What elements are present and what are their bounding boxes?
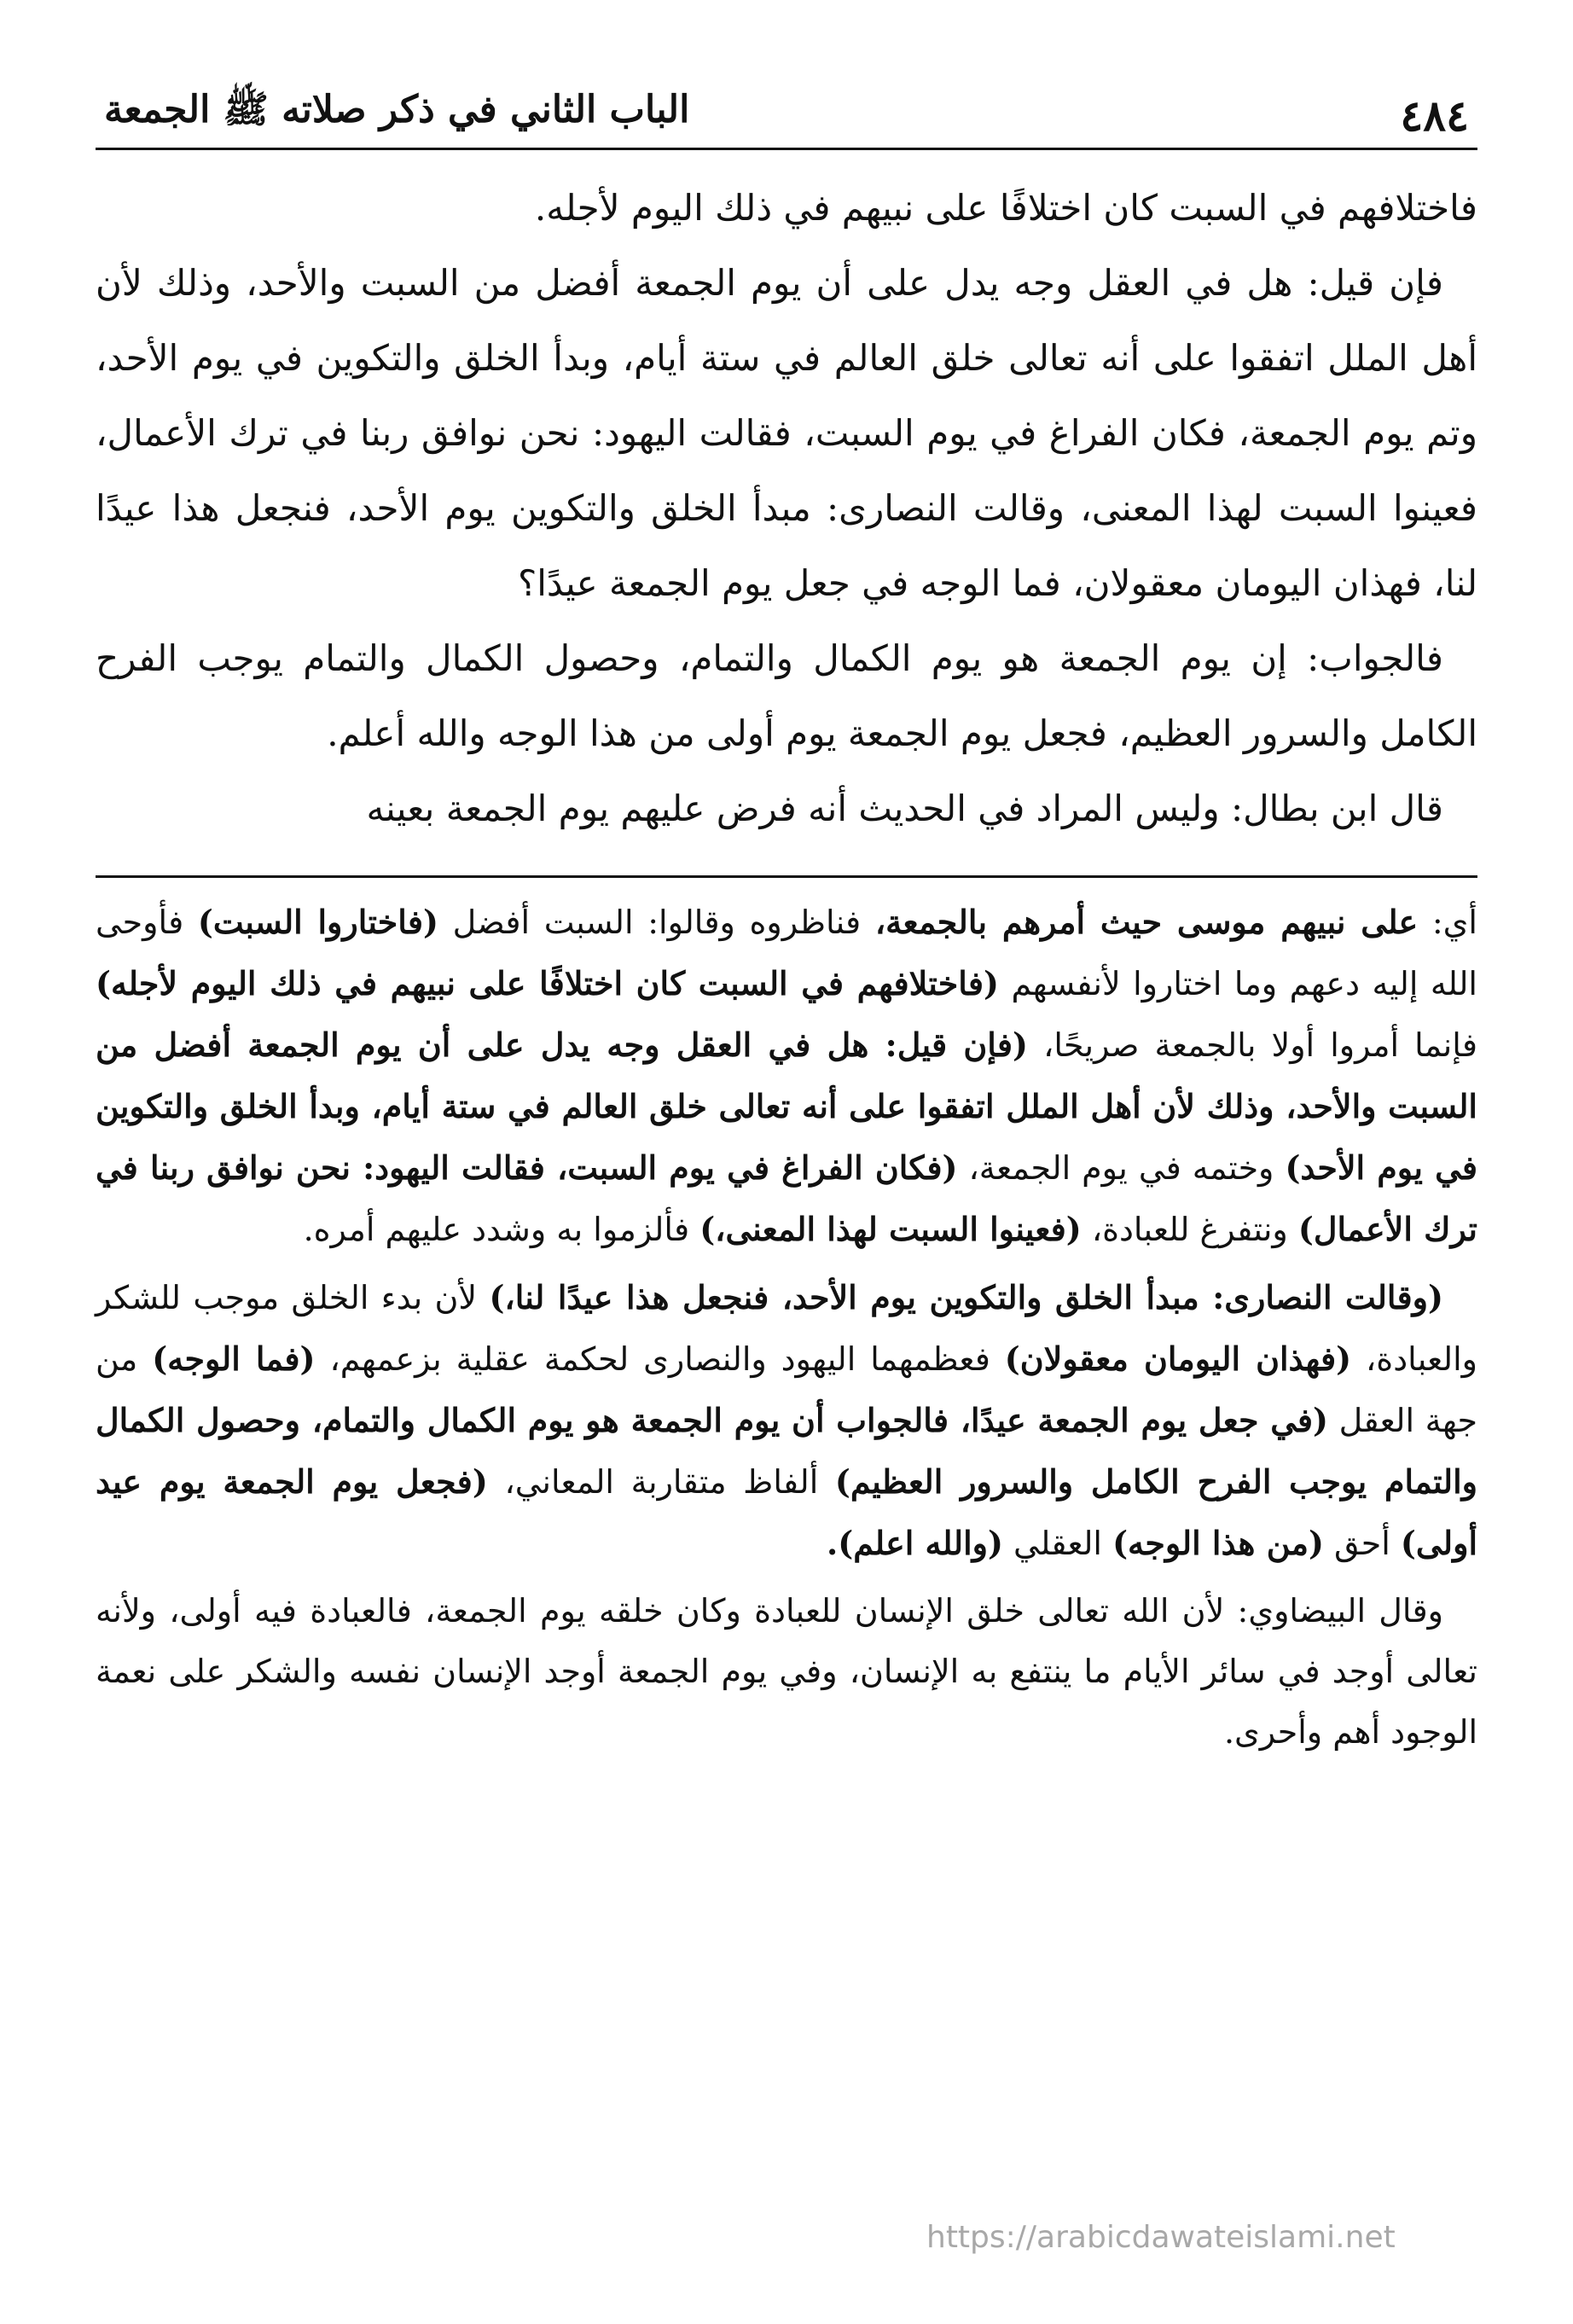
quoted-text-segment: (في جعل يوم الجمعة عيدًا، فالجواب أن يوم الجمعة هو يوم الكمال والتمام، وحصول الكمال والتمام يوجب الفرح الكامل والسرور العظيم) [96,1401,1477,1501]
footnote-divider [96,875,1477,878]
quoted-text-segment: (فاختاروا السبت) [197,903,439,941]
commentary-text-segment: وختمه في يوم الجمعة، [957,1149,1286,1187]
commentary [96,892,1477,1763]
main-text [96,171,1477,846]
watermark-url: https://arabicdawateislami.net [926,2220,1396,2255]
quoted-text-segment: (من هذا الوجه) [1112,1524,1324,1562]
quoted-text-segment: (فجعل يوم الجمعة يوم عيد أولى) [96,1462,1477,1562]
commentary-text-segment: فألزموا به وشدد عليهم أمره. [303,1211,700,1248]
quoted-text-segment: (فكان الفراغ في يوم السبت، فقالت اليهود: نحن نوافق ربنا في ترك الأعمال) [96,1148,1477,1248]
commentary-text-segment: ونتفرغ للعبادة، [1081,1211,1298,1248]
commentary-text-segment: لأن بدء الخلق موجب للشكر والعبادة، [96,1279,1477,1378]
main-paragraph: فإن قيل: هل في العقل وجه يدل على أن يوم الجمعة أفضل من السبت والأحد، وذلك لأن أهل الملل اتفقوا على أنه تعالى خلق العالم في ستة أيام، وبدأ الخلق والتكوين في يوم الأحد، وتم يوم الجمعة، فكان الفراغ في يوم السبت، فقالت اليهود: نحن نوافق ربنا في ترك الأعمال، فعينوا السبت لهذا المعنى، وقالت النصارى: مبدأ الخلق والتكوين يوم الأحد، فنجعل هذا عيدًا لنا، فهذان اليومان معقولان، فما الوجه في جعل يوم الجمعة عيدًا؟ [96,262,1477,604]
commentary-text-segment: فناظروه وقالوا: السبت أفضل [438,903,875,941]
commentary-text-segment: فإنما أمروا أولا بالجمعة صريحًا، [1028,1026,1477,1064]
main-paragraph: فالجواب: إن يوم الجمعة هو يوم الكمال والتمام، وحصول الكمال والتمام يوجب الفرح الكامل والسرور العظيم، فجعل يوم الجمعة يوم أولى من هذا الوجه والله أعلم. [96,637,1477,754]
quoted-text-segment: (فهذان اليومان معقولان) [1004,1339,1352,1378]
page-header [96,68,1477,150]
quoted-text-segment: على نبيهم موسى حيث أمرهم بالجمعة، [874,903,1419,941]
commentary-text-segment: العقلي [1002,1525,1113,1562]
commentary-text-segment: فعظمهما اليهود والنصارى لحكمة عقلية بزعمهم، [315,1340,1005,1378]
quoted-text-segment: (والله اعلم). [827,1524,1003,1562]
commentary-text-segment: أحق [1323,1525,1401,1562]
quoted-text-segment: (فما الوجه) [152,1339,316,1378]
commentary-text-segment: ألفاظ متقاربة المعاني، [487,1463,835,1501]
commentary-paragraph: وقال البيضاوي: لأن الله تعالى خلق الإنسان للعبادة وكان خلقه يوم الجمعة، فالعبادة فيه أولى، ولأنه تعالى أوجد في سائر الأيام ما ينتفع به الإنسان، وفي يوم الجمعة أوجد الإنسان نفسه والشكر على نعمة الوجود أهم وأحرى. [96,1592,1477,1751]
main-paragraph: قال ابن بطال: وليس المراد في الحديث أنه فرض عليهم يوم الجمعة بعينه [366,787,1443,829]
commentary-text-segment: أي: [1418,903,1477,941]
commentary-paragraph [96,892,1477,1260]
running-title: الباب الثاني في ذكر صلاته ﷺ الجمعة [104,88,690,131]
quoted-text-segment: (وقالت النصارى: مبدأ الخلق والتكوين يوم الأحد، فنجعل هذا عيدًا لنا،) [489,1278,1443,1316]
quoted-text-segment: (فعينوا السبت لهذا المعنى،) [699,1210,1082,1248]
page-number: ٤٨٤ [1400,90,1469,141]
main-paragraph: فاختلافهم في السبت كان اختلافًا على نبيهم في ذلك اليوم لأجله. [534,187,1477,229]
quoted-text-segment: (فإن قيل: هل في العقل وجه يدل على أن يوم الجمعة أفضل من السبت والأحد، وذلك لأن أهل الملل اتفقوا على أنه تعالى خلق العالم في ستة أيام، وبدأ الخلق والتكوين في يوم الأحد) [96,1025,1477,1187]
commentary-text-segment: من جهة العقل [96,1340,1477,1439]
commentary-paragraph [96,1267,1477,1574]
quoted-text-segment: (فاختلافهم في السبت كان اختلافًا على نبيهم في ذلك اليوم لأجله) [96,964,999,1002]
commentary-text-segment: فأوحى الله إليه دعهم وما اختاروا لأنفسهم [96,903,1477,1002]
